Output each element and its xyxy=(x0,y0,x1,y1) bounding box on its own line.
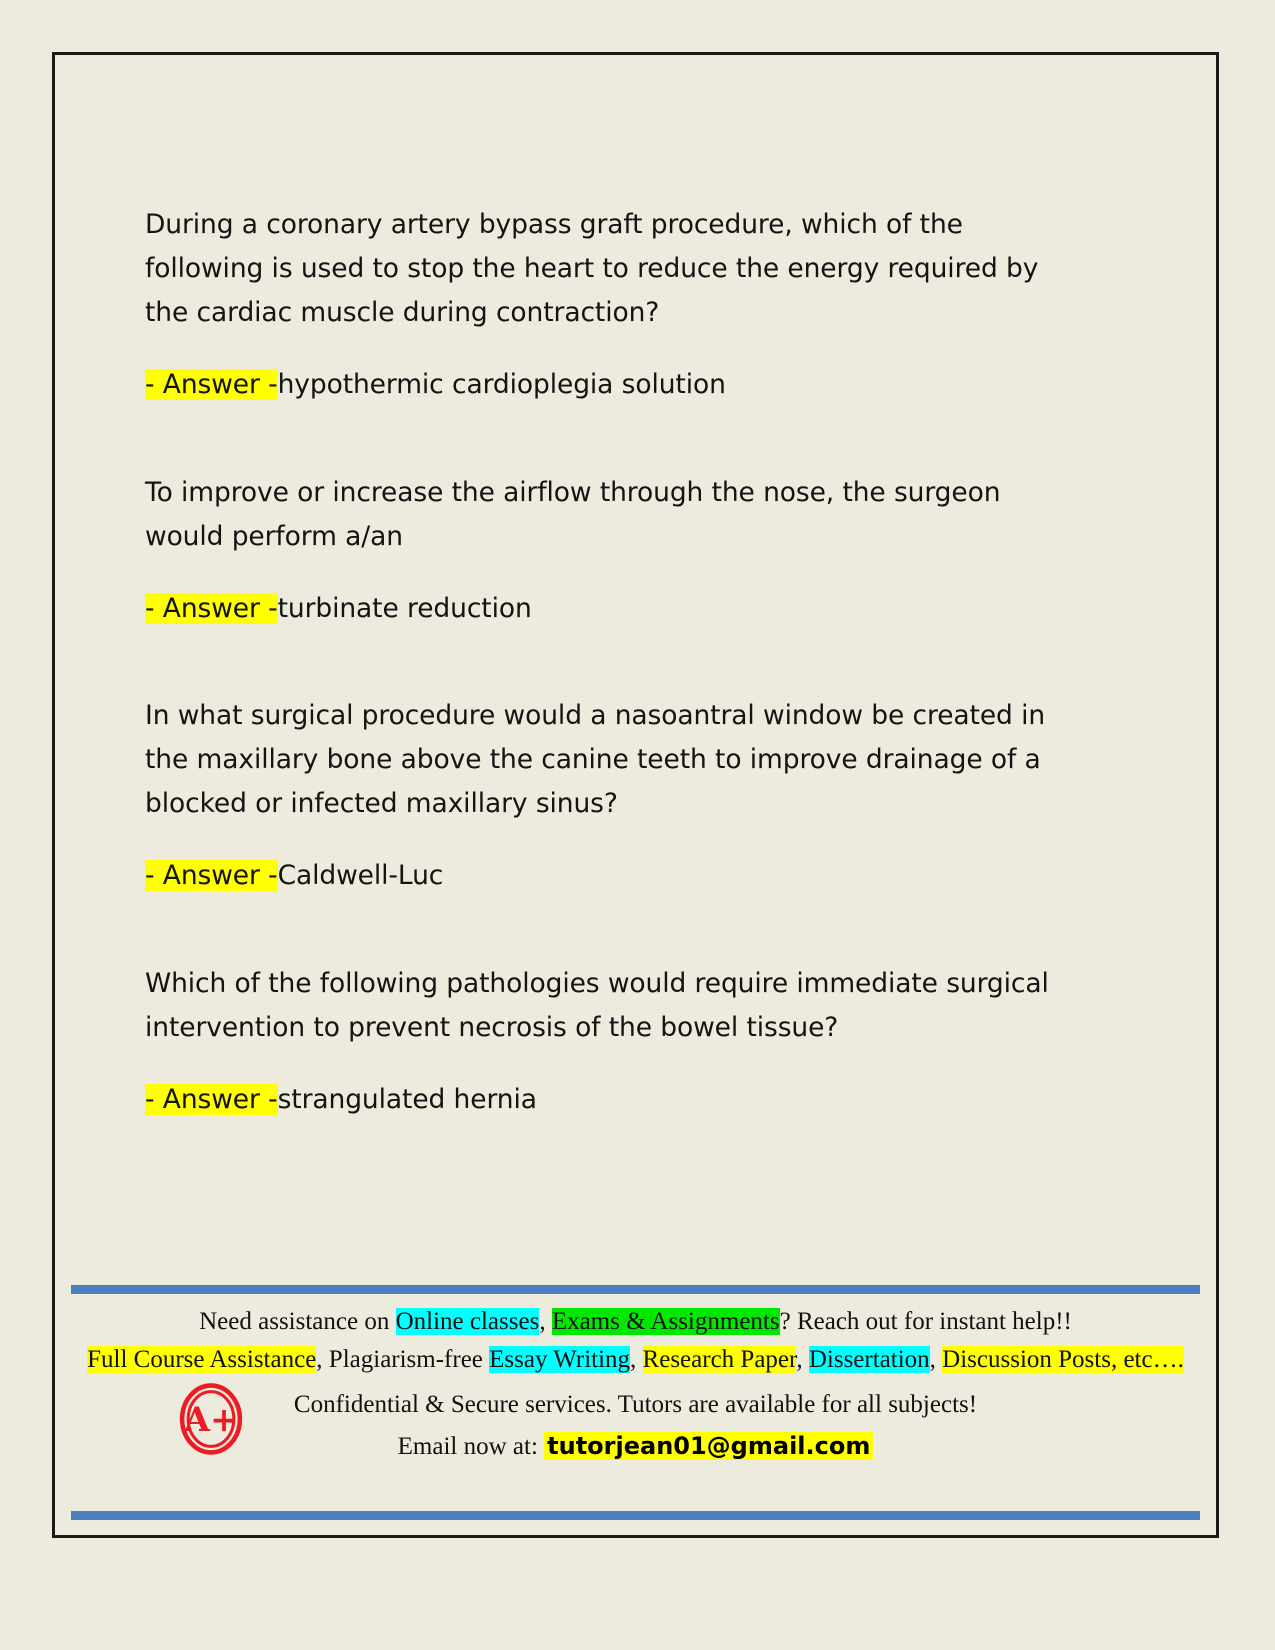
promo-highlight-full-course: Full Course Assistance xyxy=(87,1346,317,1373)
qa-block xyxy=(145,471,1125,629)
qa-block xyxy=(145,962,1125,1120)
qa-block xyxy=(145,203,1125,405)
footer-contact xyxy=(55,1385,1216,1467)
promo-text-part: ? Reach out for instant help!! xyxy=(779,1308,1072,1335)
svg-text:A+: A+ xyxy=(184,1400,238,1440)
page-footer xyxy=(55,1285,1216,1535)
answer-label: - Answer - xyxy=(145,368,278,400)
question-text: Which of the following pathologies would require immediate surgical intervention to prevent necrosis of the bowel tissue? xyxy=(145,968,1049,1044)
promo-highlight-online-classes: Online classes xyxy=(395,1308,540,1335)
promo-text-part: , xyxy=(929,1346,943,1373)
email-prefix: Email now at: xyxy=(397,1433,538,1460)
promo-highlight-essay-writing: Essay Writing xyxy=(489,1346,631,1373)
qa-block xyxy=(145,694,1125,896)
answer-line xyxy=(145,589,1125,629)
qa-content-area xyxy=(145,203,1125,1120)
promo-text-part: , xyxy=(630,1346,643,1373)
email-line xyxy=(55,1427,1216,1467)
answer-text: strangulated hernia xyxy=(277,1084,537,1116)
promo-text-part: Need assistance on xyxy=(199,1308,396,1335)
promo-line-2 xyxy=(55,1341,1216,1379)
answer-label: - Answer - xyxy=(145,592,278,624)
answer-text: Caldwell-Luc xyxy=(277,860,444,892)
answer-label: - Answer - xyxy=(145,1084,278,1116)
answer-label: - Answer - xyxy=(145,860,278,892)
question-text: In what surgical procedure would a nasoantral window be created in the maxillary bone above the canine teeth to improve drainage of a blocked or infected maxillary sinus? xyxy=(145,700,1046,820)
promo-highlight-dissertation: Dissertation xyxy=(808,1346,930,1373)
document-page xyxy=(52,52,1219,1538)
answer-line xyxy=(145,856,1125,896)
promo-highlight-exams-assignments: Exams & Assignments xyxy=(551,1308,780,1335)
email-address[interactable]: tutorjean01@gmail.com xyxy=(544,1432,873,1460)
confidential-line: Confidential & Secure services. Tutors are available for all subjects! xyxy=(293,1391,978,1418)
question-text: During a coronary artery bypass graft procedure, which of the following is used to stop the heart to reduce the energy required by the cardiac muscle during contraction? xyxy=(145,209,1039,328)
promo-text-part: , Plagiarism-free xyxy=(316,1346,490,1373)
answer-line xyxy=(145,1080,1125,1120)
footer-divider-top xyxy=(71,1285,1200,1294)
promo-highlight-discussion-posts: Discussion Posts, etc…. xyxy=(942,1346,1184,1373)
footer-divider-bottom xyxy=(71,1511,1200,1520)
question-text: To improve or increase the airflow through the nose, the surgeon would perform a/an xyxy=(145,476,1001,552)
promo-highlight-research-paper: Research Paper xyxy=(642,1346,797,1373)
promo-text-part: , xyxy=(796,1346,809,1373)
answer-text: hypothermic cardioplegia solution xyxy=(277,368,726,400)
answer-text: turbinate reduction xyxy=(277,592,532,624)
promo-line-1 xyxy=(55,1303,1216,1341)
promo-text xyxy=(55,1303,1216,1379)
answer-line xyxy=(145,365,1125,405)
promo-text-part: , xyxy=(539,1308,552,1335)
